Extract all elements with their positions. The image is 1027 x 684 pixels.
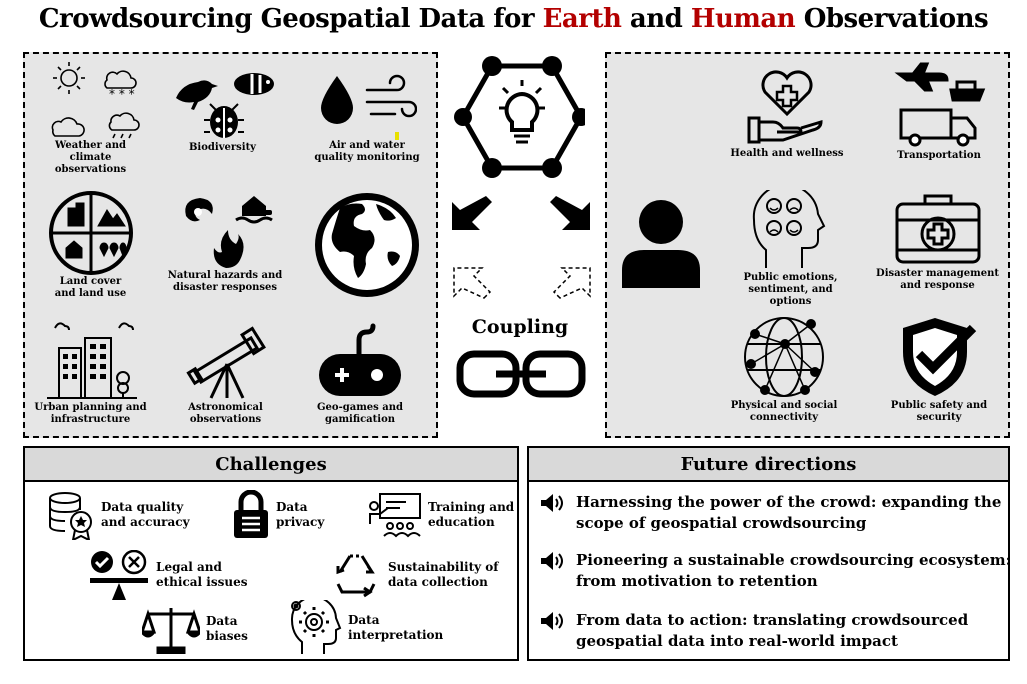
page-title: Crowdsourcing Geospatial Data for Earth and Human Observations (38, 4, 989, 34)
dashed-arrow-up-left-icon (448, 262, 492, 302)
item-label: security (916, 412, 962, 423)
earth-item-biodiversity (165, 62, 280, 154)
item-label: Public emotions, (743, 272, 838, 283)
speaker-icon (540, 611, 564, 631)
item-label: Land cover (59, 276, 122, 287)
telescope-icon (181, 318, 271, 402)
balance-check-cross-icon (88, 550, 150, 600)
challenge-line: Legal and (156, 560, 222, 574)
item-label: sentiment, and options (748, 284, 833, 307)
coupling-label: Coupling (471, 316, 569, 338)
speaker-icon (540, 551, 564, 571)
future-line: Pioneering a sustainable crowdsourcing ecosystem: (576, 551, 1012, 569)
future-directions-header: Future directions (529, 448, 1008, 482)
recycle-icon (330, 550, 382, 600)
earth-item-hazards (165, 190, 285, 294)
item-label: Public safety and (890, 400, 988, 411)
padlock-icon (232, 490, 270, 540)
human-item-emotions (728, 190, 853, 308)
future-item (540, 610, 968, 652)
item-label: quality monitoring (314, 152, 420, 163)
network-globe-icon (739, 314, 829, 400)
challenge-line: interpretation (348, 628, 444, 642)
human-item-disaster-mgmt (875, 190, 1000, 292)
item-label: Physical and social (730, 400, 838, 411)
challenge-sustainability (330, 550, 498, 600)
human-item-connectivity (728, 314, 840, 424)
future-line: Harnessing the power of the crowd: expanding the (576, 493, 1002, 511)
challenge-line: and accuracy (101, 515, 190, 529)
human-item-health (728, 60, 846, 160)
globe-icon (310, 188, 424, 302)
challenge-line: biases (206, 629, 248, 643)
challenges-header: Challenges (25, 448, 517, 482)
challenge-interpretation (288, 600, 443, 656)
future-item (540, 550, 1011, 592)
item-label: Astronomical (188, 402, 263, 413)
item-label: observations (54, 164, 127, 175)
dashed-arrow-up-right-icon (552, 262, 596, 302)
gamepad-icon (315, 318, 405, 402)
item-label: Air and water (329, 140, 405, 151)
item-label: Weather and climate (54, 140, 126, 163)
challenge-legal (88, 550, 247, 600)
item-label: infrastructure (50, 414, 131, 425)
future-item (540, 492, 1001, 534)
earth-item-globe (308, 188, 426, 302)
head-gear-icon (288, 600, 342, 656)
earth-item-gamepad (300, 318, 420, 426)
challenge-line: Data (206, 614, 238, 628)
land-cover-icon (48, 190, 134, 276)
transport-icon (889, 60, 989, 150)
challenge-data-privacy (232, 490, 324, 540)
earth-item-weather (33, 60, 148, 176)
challenge-line: Data (348, 613, 380, 627)
earth-item-urban (33, 318, 148, 426)
human-item-transport (880, 60, 998, 162)
speaker-icon (540, 493, 564, 513)
item-label: disaster responses (172, 282, 278, 293)
challenge-line: Training and (428, 500, 515, 514)
person-icon (618, 198, 704, 290)
challenge-line: data collection (388, 575, 488, 589)
challenge-line: Data (276, 500, 308, 514)
item-label: connectivity (749, 412, 819, 423)
item-label: and land use (54, 288, 127, 299)
health-icon (737, 60, 837, 148)
human-item-safety (880, 314, 998, 424)
item-label: Geo-games and (317, 402, 403, 413)
chain-link-icon (456, 350, 586, 398)
weather-icon (41, 60, 141, 140)
challenge-data-quality (47, 490, 190, 540)
arrow-down-left-icon (448, 192, 494, 238)
urban-icon (41, 318, 141, 402)
earth-item-air-water (302, 70, 432, 164)
item-label: observations (189, 414, 262, 425)
future-line: From data to action: translating crowdsourced (576, 611, 969, 629)
item-label: and response (900, 280, 975, 291)
challenge-line: Data quality (101, 500, 184, 514)
item-label: Health and wellness (730, 148, 844, 159)
future-line: geospatial data into real-world impact (576, 632, 898, 650)
first-aid-icon (893, 190, 983, 268)
challenge-line: privacy (276, 515, 325, 529)
item-label: Natural hazards and (167, 270, 283, 281)
scales-icon (142, 604, 200, 654)
item-label: Disaster management (876, 268, 999, 279)
earth-item-telescope (168, 318, 283, 426)
air-water-icon (317, 70, 417, 140)
emotions-icon (746, 190, 836, 272)
challenge-line: education (428, 515, 495, 529)
idea-network-icon (445, 52, 585, 182)
future-line: scope of geospatial crowdsourcing (576, 514, 867, 532)
challenge-line: Sustainability of (388, 560, 499, 574)
svg-text:* * *: * * * (108, 87, 135, 101)
earth-item-land-cover (33, 190, 148, 300)
item-label: Transportation (897, 150, 981, 161)
database-award-icon (47, 490, 95, 540)
hazards-icon (170, 190, 280, 270)
future-line: from motivation to retention (576, 572, 818, 590)
arrow-down-right-icon (548, 192, 594, 238)
shield-check-icon (899, 314, 979, 400)
item-label: Biodiversity (188, 142, 256, 153)
training-board-icon (366, 492, 422, 538)
challenge-biases (142, 604, 248, 654)
item-label: gamification (324, 414, 396, 425)
challenge-line: ethical issues (156, 575, 248, 589)
item-label: Urban planning and (34, 402, 147, 413)
biodiversity-icon (168, 62, 278, 142)
challenge-training (366, 492, 514, 538)
